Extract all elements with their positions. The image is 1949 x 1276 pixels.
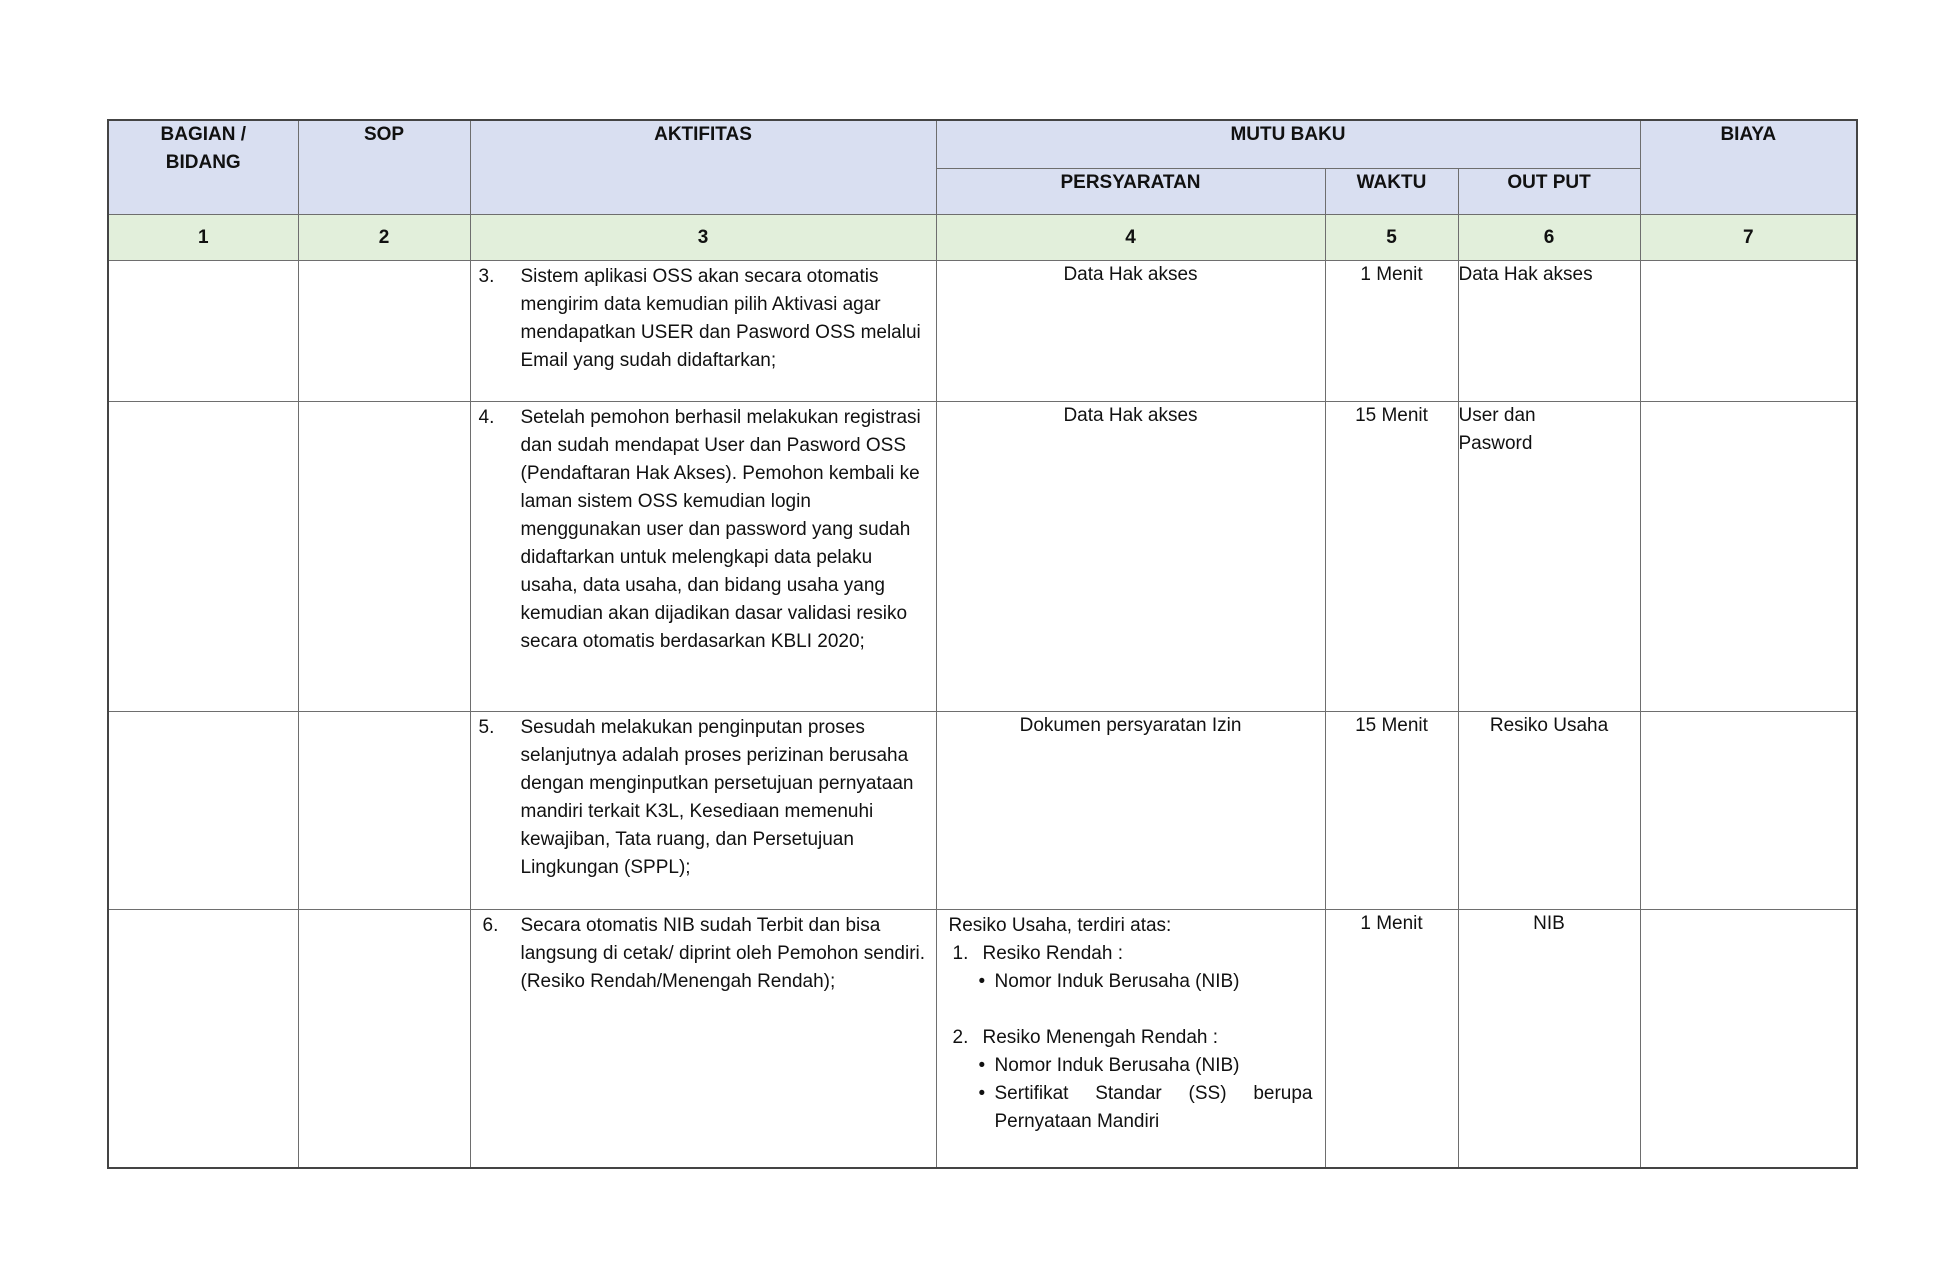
requirement-number: 1. <box>952 943 969 964</box>
step-number: 4. <box>478 407 495 428</box>
requirement-label: Resiko Rendah : <box>982 943 1123 964</box>
header-mutu-baku: MUTU BAKU <box>936 120 1640 169</box>
requirement-number: 2. <box>952 1027 969 1048</box>
sop-table <box>107 119 1858 1169</box>
bullet-icon: • <box>978 971 986 992</box>
cell-persyaratan: Data Hak akses <box>936 402 1325 712</box>
cell-biaya <box>1640 261 1857 402</box>
header-waktu: WAKTU <box>1325 169 1458 215</box>
cell-aktifitas <box>470 402 936 712</box>
bullet-item: • Sertifikat Standar (SS) berupa Pernyataan Mandiri <box>979 1080 1313 1136</box>
cell-output: Data Hak akses <box>1458 261 1640 402</box>
requirement-bullets <box>949 968 1313 996</box>
cell-waktu: 1 Menit <box>1325 910 1458 1168</box>
step-number: 3. <box>478 266 495 287</box>
header-sop: SOP <box>298 120 470 215</box>
table-row <box>108 910 1857 1168</box>
cell-persyaratan: Data Hak akses <box>936 261 1325 402</box>
column-number-row <box>108 215 1857 261</box>
bullet-icon: • <box>978 1055 986 1076</box>
cell-aktifitas <box>470 712 936 910</box>
header-persyaratan: PERSYARATAN <box>936 169 1325 215</box>
cell-aktifitas <box>470 910 936 1168</box>
cell-bagian <box>108 402 298 712</box>
cell-bagian <box>108 712 298 910</box>
header-aktifitas: AKTIFITAS <box>470 120 936 215</box>
cell-aktifitas <box>470 261 936 402</box>
table-row <box>108 261 1857 402</box>
cell-output: NIB <box>1458 910 1640 1168</box>
bullet-icon: • <box>978 1083 986 1104</box>
cell-sop <box>298 402 470 712</box>
cell-bagian <box>108 910 298 1168</box>
requirement-item <box>953 1024 1313 1052</box>
cell-biaya <box>1640 712 1857 910</box>
cell-output: Resiko Usaha <box>1458 712 1640 910</box>
column-number: 5 <box>1325 215 1458 261</box>
column-number: 7 <box>1640 215 1857 261</box>
step-text: Secara otomatis NIB sudah Terbit dan bisa langsung di cetak/ diprint oleh Pemohon sendiri. (Resiko Rendah/Menengah Rendah); <box>520 915 926 992</box>
cell-biaya <box>1640 910 1857 1168</box>
requirement-label: Resiko Menengah Rendah : <box>982 1027 1219 1048</box>
cell-sop <box>298 910 470 1168</box>
cell-sop <box>298 712 470 910</box>
cell-persyaratan: Dokumen persyaratan Izin <box>936 712 1325 910</box>
cell-persyaratan <box>936 910 1325 1168</box>
step-text: Setelah pemohon berhasil melakukan registrasi dan sudah mendapat User dan Pasword OSS (Pendaftaran Hak Akses). Pemohon kembali ke laman sistem OSS kemudian login menggunakan user dan password yang sudah didaftarkan untuk melengkapi data pelaku usaha, data usaha, dan bidang usaha yang kemudian akan dijadikan dasar validasi resiko secara otomatis berdasarkan KBLI 2020; <box>520 407 921 652</box>
step-number: 5. <box>478 717 495 738</box>
cell-sop <box>298 261 470 402</box>
cell-waktu: 1 Menit <box>1325 261 1458 402</box>
requirement-intro: Resiko Usaha, terdiri atas: <box>948 915 1172 936</box>
requirement-bullets <box>949 1052 1313 1136</box>
step-number: 6. <box>482 915 499 936</box>
header-output: OUT PUT <box>1458 169 1640 215</box>
column-number: 2 <box>298 215 470 261</box>
column-number: 6 <box>1458 215 1640 261</box>
step-text: Sesudah melakukan penginputan proses selanjutnya adalah proses perizinan berusaha dengan menginputkan persetujuan pernyataan mandiri terkait K3L, Kesediaan memenuhi kewajiban, Tata ruang, dan Persetujuan Lingkungan (SPPL); <box>520 717 914 878</box>
column-number: 3 <box>470 215 936 261</box>
cell-waktu: 15 Menit <box>1325 402 1458 712</box>
step-text: Sistem aplikasi OSS akan secara otomatis mengirim data kemudian pilih Aktivasi agar mendapatkan USER dan Pasword OSS melalui Email yang sudah didaftarkan; <box>520 266 921 371</box>
cell-biaya <box>1640 402 1857 712</box>
cell-output: User dan Pasword <box>1458 402 1640 712</box>
cell-bagian <box>108 261 298 402</box>
cell-waktu: 15 Menit <box>1325 712 1458 910</box>
header-biaya: BIAYA <box>1640 120 1857 215</box>
bullet-item: • Nomor Induk Berusaha (NIB) <box>979 1052 1313 1080</box>
table-row <box>108 402 1857 712</box>
column-number: 1 <box>108 215 298 261</box>
header-bagian: BAGIAN / BIDANG <box>108 120 298 215</box>
bullet-item: • Nomor Induk Berusaha (NIB) <box>979 968 1313 996</box>
column-number: 4 <box>936 215 1325 261</box>
requirement-item <box>953 940 1313 968</box>
table-row <box>108 712 1857 910</box>
